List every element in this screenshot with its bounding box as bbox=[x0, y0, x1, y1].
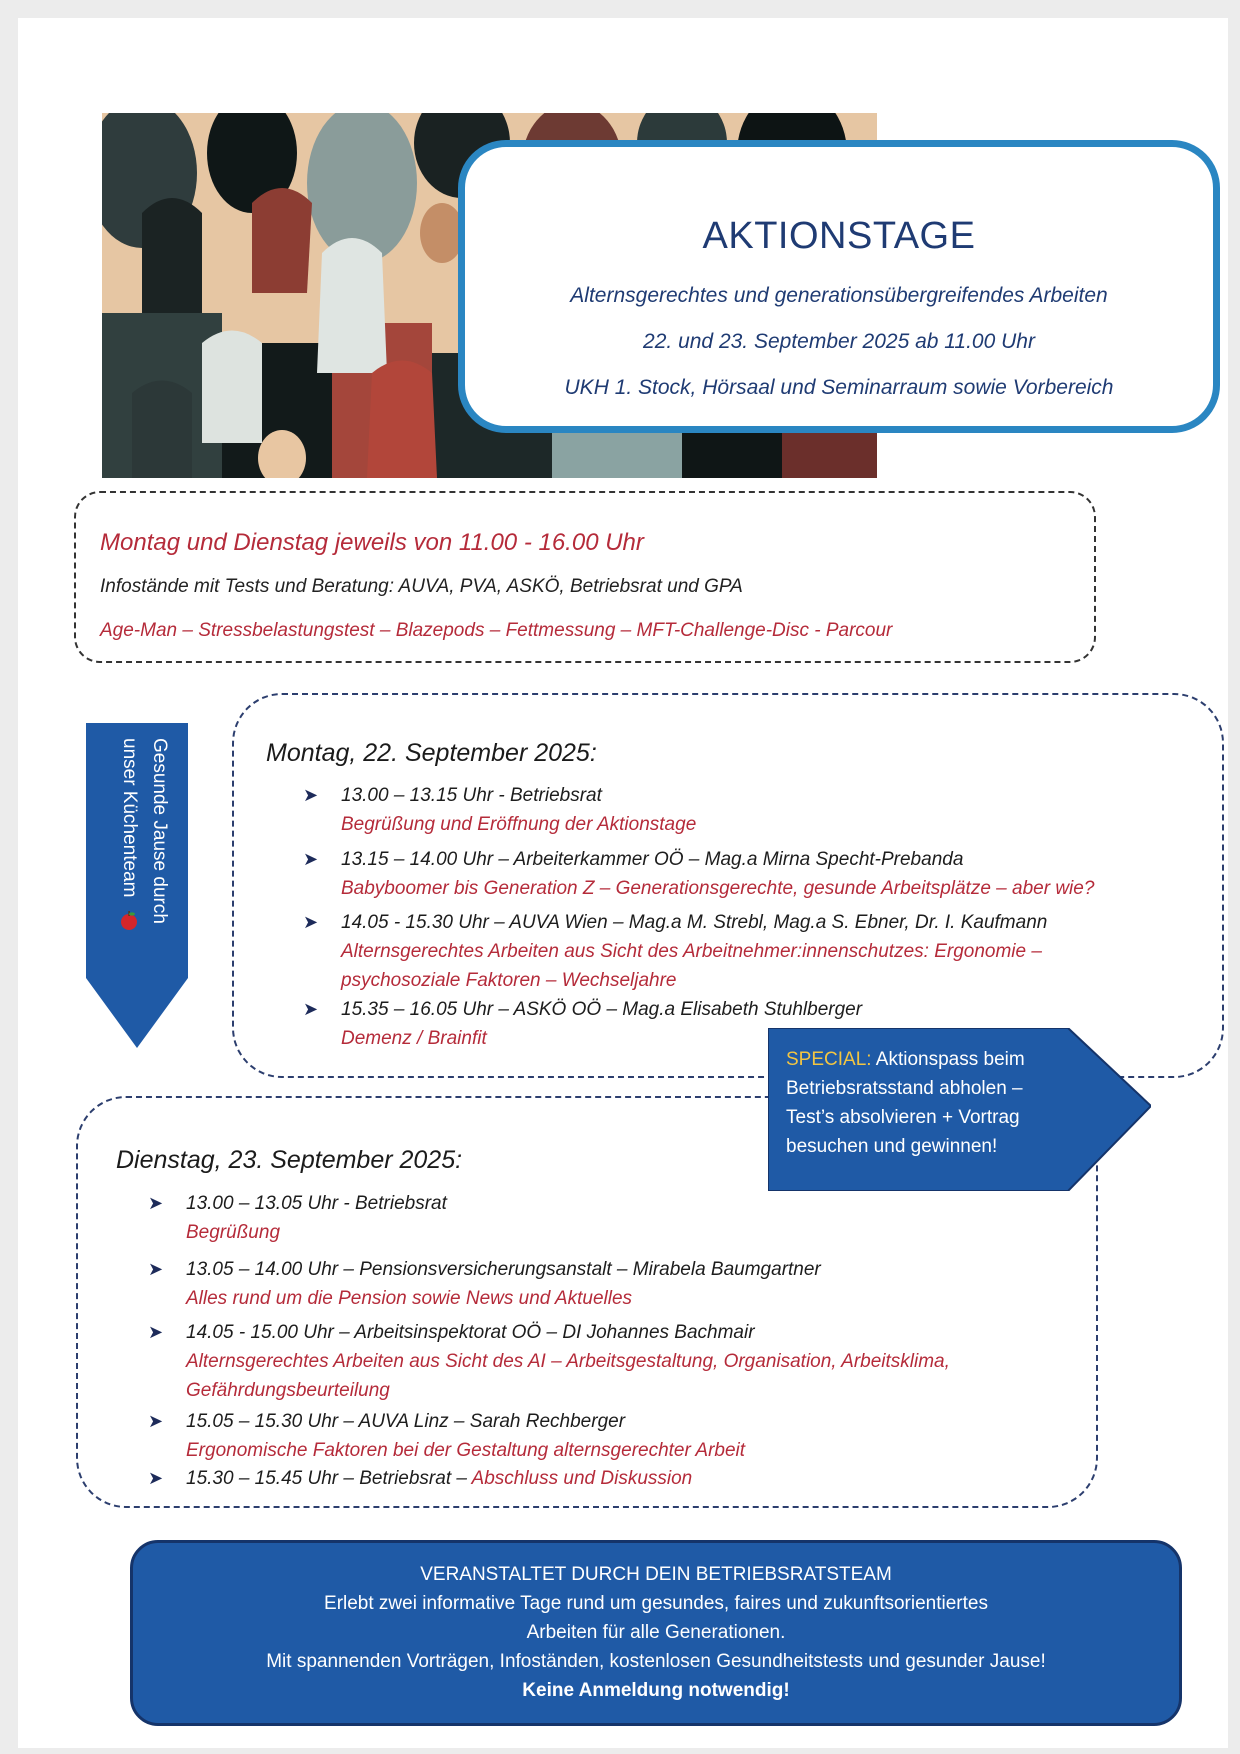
list-item: ➤ 13.15 – 14.00 Uhr – Arbeiterkammer OÖ – Mag.a Mirna Specht-Prebanda Babyboomer bis Generation Z – Generationsgerechte, gesunde Arbeitsplätze – aber wie? bbox=[341, 845, 1094, 903]
list-item: ➤ 14.05 - 15.30 Uhr – AUVA Wien – Mag.a M. Strebl, Mag.a S. Ebner, Dr. I. Kaufmann Alternsgerechtes Arbeiten aus Sicht des Arbeitnehmer:innenschutzes: Ergonomie – psychosoziale Faktoren – Wechseljahre bbox=[341, 908, 1047, 995]
footer-heading: VERANSTALTET DURCH DEIN BETRIEBSRATSTEAM bbox=[420, 1564, 892, 1585]
footer-line: Erlebt zwei informative Tage rund um gesundes, faires und zukunftsorientiertes bbox=[324, 1593, 988, 1614]
arrow-bullet-icon: ➤ bbox=[148, 1411, 164, 1431]
special-label: SPECIAL: bbox=[786, 1049, 872, 1070]
list-item: ➤ 15.05 – 15.30 Uhr – AUVA Linz – Sarah Rechberger Ergonomische Faktoren bei der Gestaltung alternsgerechter Arbeit bbox=[186, 1407, 745, 1465]
special-callout bbox=[768, 1028, 1151, 1191]
list-item: ➤ 15.30 – 15.45 Uhr – Betriebsrat – Abschluss und Diskussion bbox=[186, 1464, 692, 1493]
arrow-bullet-icon: ➤ bbox=[303, 785, 319, 805]
arrow-bullet-icon: ➤ bbox=[148, 1259, 164, 1279]
info-heading: Montag und Dienstag jeweils von 11.00 - 16.00 Uhr bbox=[100, 529, 644, 556]
list-item: ➤ 13.05 – 14.00 Uhr – Pensionsversicherungsanstalt – Mirabela Baumgartner Alles rund um die Pension sowie News und Aktuelles bbox=[186, 1255, 821, 1313]
arrow-bullet-icon: ➤ bbox=[148, 1193, 164, 1213]
event-location: UKH 1. Stock, Hörsaal und Seminarraum sowie Vorbereich bbox=[564, 376, 1114, 399]
arrow-bullet-icon: ➤ bbox=[303, 999, 319, 1019]
monday-schedule bbox=[232, 693, 1224, 1078]
flyer-page bbox=[18, 18, 1228, 1748]
list-item: ➤ 13.00 – 13.05 Uhr - Betriebsrat Begrüßung bbox=[186, 1189, 447, 1247]
info-box bbox=[74, 491, 1096, 663]
arrow-bullet-icon: ➤ bbox=[148, 1322, 164, 1342]
apple-icon bbox=[120, 911, 138, 931]
side-arrow-text: Gesunde Jause durch unser Küchenteam bbox=[104, 738, 174, 968]
title-card bbox=[458, 140, 1220, 433]
footer-no-registration: Keine Anmeldung notwendig! bbox=[522, 1680, 790, 1701]
list-item: ➤ 15.35 – 16.05 Uhr – ASKÖ OÖ – Mag.a Elisabeth Stuhlberger Demenz / Brainfit bbox=[341, 995, 862, 1053]
footer-line: Arbeiten für alle Generationen. bbox=[526, 1622, 786, 1643]
tuesday-day-heading: Dienstag, 23. September 2025: bbox=[116, 1146, 463, 1174]
special-text: SPECIAL: Aktionspass beim Betriebsratsstand abholen – Test’s absolvieren + Vortrag besuchen und gewinnen! bbox=[786, 1049, 1025, 1157]
monday-day-heading: Montag, 22. September 2025: bbox=[266, 739, 597, 767]
list-item: ➤ 14.05 - 15.00 Uhr – Arbeitsinspektorat OÖ – DI Johannes Bachmair Alternsgerechtes Arbeiten aus Sicht des AI – Arbeitsgestaltung, Organisation, Arbeitsklima, Gefährdungsbeurteilung bbox=[186, 1318, 950, 1405]
footer-banner bbox=[130, 1540, 1182, 1726]
list-item: ➤ 13.00 – 13.15 Uhr - Betriebsrat Begrüßung und Eröffnung der Aktionstage bbox=[341, 781, 696, 839]
arrow-bullet-icon: ➤ bbox=[303, 849, 319, 869]
info-activities: Age-Man – Stressbelastungstest – Blazepods – Fettmessung – MFT-Challenge-Disc - Parcour bbox=[100, 620, 893, 641]
page-title: AKTIONSTAGE bbox=[702, 215, 976, 257]
subtitle: Alternsgerechtes und generationsübergreifendes Arbeiten bbox=[570, 284, 1108, 307]
footer-line: Mit spannenden Vorträgen, Infoständen, kostenlosen Gesundheitstests und gesunder Jause! bbox=[266, 1651, 1046, 1672]
event-date: 22. und 23. September 2025 ab 11.00 Uhr bbox=[643, 330, 1035, 353]
info-booths: Infostände mit Tests und Beratung: AUVA, PVA, ASKÖ, Betriebsrat und GPA bbox=[100, 576, 743, 597]
arrow-bullet-icon: ➤ bbox=[148, 1468, 164, 1488]
arrow-bullet-icon: ➤ bbox=[303, 912, 319, 932]
